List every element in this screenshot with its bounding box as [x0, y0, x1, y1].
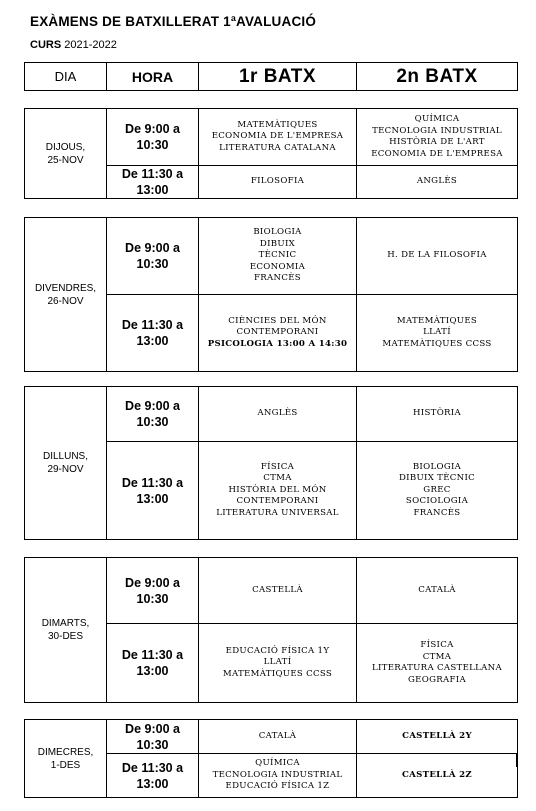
subject: CASTELLÀ [252, 584, 303, 595]
time-cell [107, 166, 199, 199]
subject: TECNOLOGIA INDUSTRIAL [372, 125, 502, 136]
time-end: 10:30 [136, 737, 169, 752]
day-cell [25, 720, 107, 798]
subjects-1r-batx [199, 624, 357, 703]
time-start: De 11:30 a [121, 475, 184, 490]
subjects-2n-batx [357, 442, 518, 540]
header-table [24, 62, 518, 91]
subjects-1r-batx [199, 295, 357, 372]
subject: FÍSICA [260, 461, 295, 472]
subject: HISTÒRIA [412, 408, 462, 419]
header-batx2: 2n BATX [357, 63, 518, 91]
day-block-dilluns [24, 386, 518, 540]
day-date: 30-DES [47, 631, 83, 642]
subjects-2n-batx [357, 558, 518, 624]
time-cell [107, 754, 199, 798]
subjects-2n-batx [357, 387, 518, 442]
subject: MATEMÀTIQUES [396, 315, 478, 326]
time-cell [107, 387, 199, 442]
subject: LLATÍ [423, 327, 451, 338]
school-year-value: 2021-2022 [64, 39, 117, 51]
time-cell [107, 442, 199, 540]
subject: ECONOMIA DE L'EMPRESA [211, 131, 344, 142]
subject: H. DE LA FILOSOFIA [387, 250, 487, 261]
subject: ECONOMIA DE L'EMPRESA [371, 148, 503, 159]
subject: CATALÀ [418, 584, 456, 595]
subjects-1r-batx [199, 387, 357, 442]
subject: QUÍMICA [414, 114, 460, 124]
day-name: DIMECRES, [37, 746, 94, 758]
day-date: 1-DES [50, 759, 81, 771]
subjects-1r-batx [199, 218, 357, 295]
day-date: 26-NOV [47, 295, 84, 307]
time-start: De 11:30 a [121, 760, 184, 775]
subject: MATEMÀTIQUES CCSS [382, 338, 492, 349]
time-start: De 11:30 a [121, 318, 184, 332]
subjects-2n-batx [357, 218, 518, 295]
time-cell [107, 558, 199, 624]
subject: GREC [423, 484, 451, 495]
day-date: 25-NOV [47, 154, 84, 166]
time-end: 10:30 [136, 591, 169, 606]
subject: DIBUIX [259, 238, 296, 249]
subject: ECONOMIA [249, 261, 306, 272]
day-block-dimarts [24, 557, 518, 703]
school-year [30, 39, 117, 51]
subject: TECNOLOGIA INDUSTRIAL [212, 769, 343, 780]
day-name: DIJOUS, [45, 141, 86, 153]
subject: BIOLOGIA [253, 227, 302, 238]
subject: EDUCACIÓ FÍSICA 1Z [225, 781, 330, 792]
time-start: De 11:30 a [121, 167, 184, 181]
time-end: 10:30 [136, 138, 169, 152]
subject-highlight: CASTELLÀ 2Z [402, 769, 472, 780]
subject: DIBUIX TÈCNIC [398, 473, 476, 484]
subjects-2n-batx [357, 720, 518, 754]
stray-mark [516, 753, 517, 767]
subject: CIÈNCIES DEL MÓN [228, 315, 327, 326]
time-cell [107, 218, 199, 295]
subject: CATALÀ [258, 730, 297, 741]
day-cell [25, 109, 107, 199]
subject: ANGLÈS [257, 408, 298, 419]
subject: LITERATURA CATALANA [219, 142, 336, 153]
day-date: 29-NOV [47, 464, 84, 475]
school-year-label: CURS [30, 39, 62, 51]
time-cell [107, 720, 199, 754]
page-title: EXÀMENS DE BATXILLERAT 1ªAVALUACIÓ [30, 14, 317, 29]
subject: EDUCACIÓ FÍSICA 1Y [225, 645, 330, 656]
subject: FÍSICA [420, 640, 454, 650]
subject: CONTEMPORANI [236, 327, 319, 338]
day-name: DIMARTS, [41, 618, 90, 629]
time-end: 13:00 [136, 664, 169, 678]
subject: BIOLOGIA [412, 461, 462, 472]
day-cell [25, 558, 107, 703]
subjects-1r-batx [199, 720, 357, 754]
subject-highlight: PSICOLOGIA 13:00 A 14:30 [207, 338, 348, 349]
subject: FILOSOFIA [250, 176, 305, 187]
subjects-2n-batx [357, 109, 518, 166]
time-end: 13:00 [136, 776, 169, 791]
header-hora: HORA [107, 63, 199, 91]
time-start: De 11:30 a [121, 648, 184, 662]
subject: QUÍMICA [255, 758, 300, 769]
time-start: De 9:00 a [125, 575, 180, 590]
time-cell [107, 295, 199, 372]
subjects-2n-batx [357, 295, 518, 372]
subject: MATEMÀTIQUES [237, 119, 318, 130]
subjects-1r-batx [199, 109, 357, 166]
time-start: De 9:00 a [125, 241, 180, 255]
subject: CONTEMPORANI [236, 496, 319, 507]
subject: LLATÍ [263, 657, 292, 668]
day-block-dimecres [24, 719, 518, 798]
subject: CTMA [263, 473, 292, 484]
day-block-dijous [24, 108, 518, 199]
header-batx1: 1r BATX [199, 63, 357, 91]
time-cell [107, 109, 199, 166]
subject: LITERATURA CASTELLANA [371, 663, 502, 673]
subjects-1r-batx [199, 166, 357, 199]
subject: LITERATURA UNIVERSAL [216, 507, 339, 518]
subject-highlight: CASTELLÀ 2Y [402, 730, 472, 741]
header-dia: DIA [25, 63, 107, 91]
subject: MATEMÀTIQUES CCSS [222, 668, 333, 679]
time-start: De 9:00 a [125, 721, 180, 736]
time-cell [107, 624, 199, 703]
subject: SOCIOLOGIA [405, 496, 469, 507]
day-name: DILLUNS, [42, 451, 88, 462]
subject: TÈCNIC [258, 250, 297, 261]
time-end: 13:00 [136, 334, 169, 348]
subject: FRANCÈS [254, 273, 301, 284]
time-end: 10:30 [136, 415, 169, 429]
subject: ANGLÈS [416, 176, 458, 187]
time-end: 13:00 [136, 491, 169, 506]
subject: HISTÒRIA DE L'ART [389, 137, 485, 147]
subject: HISTÒRIA DEL MÓN [228, 484, 327, 495]
day-name: DIVENDRES, [34, 282, 97, 294]
subjects-2n-batx [357, 624, 518, 703]
day-block-divendres [24, 217, 518, 372]
time-end: 10:30 [136, 257, 169, 271]
time-end: 13:00 [136, 183, 169, 197]
subject: GEOGRAFIA [408, 674, 466, 685]
subjects-1r-batx [199, 754, 357, 798]
subjects-2n-batx [357, 754, 518, 798]
subjects-1r-batx [199, 558, 357, 624]
day-cell [25, 218, 107, 372]
day-cell [25, 387, 107, 540]
subjects-2n-batx [357, 166, 518, 199]
subjects-1r-batx [199, 442, 357, 540]
time-start: De 9:00 a [125, 399, 180, 413]
subject: CTMA [422, 651, 452, 662]
time-start: De 9:00 a [125, 122, 180, 136]
subject: FRANCÈS [413, 507, 461, 518]
